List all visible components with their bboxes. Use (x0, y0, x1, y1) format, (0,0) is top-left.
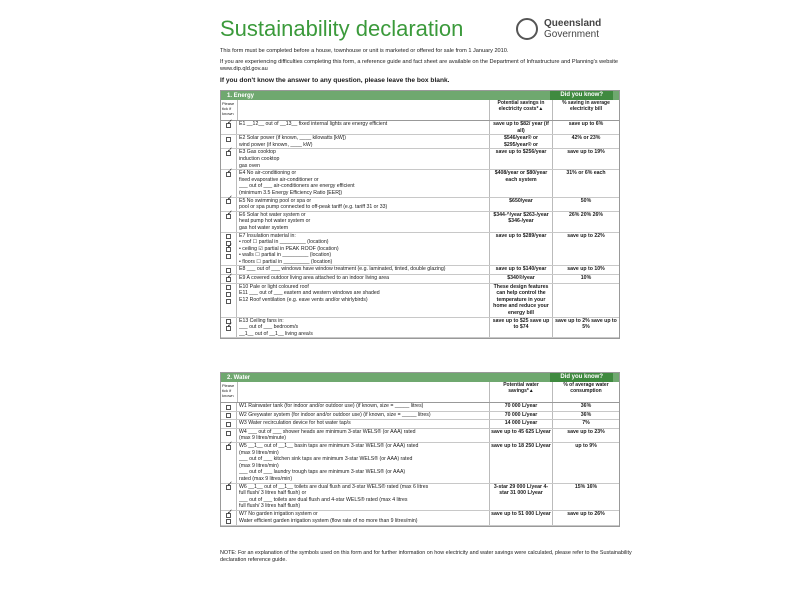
savings-value: save up to 51 000 L/year (490, 511, 553, 525)
footnote: NOTE: For an explanation of the symbols used on this form and for further information on how electricity and water savings were calculated, please refer to the Sustainability declaration reference guide. (220, 550, 632, 563)
water-section-header (221, 373, 619, 382)
tick-cell (221, 233, 237, 266)
savings-value: save up to $289/year (490, 233, 553, 266)
energy-row (221, 149, 619, 170)
item-line: E3 Gas cooktop (239, 149, 276, 156)
item-line: • walls ☐ partial in _________ (location) (239, 252, 332, 259)
savings-column-header: Potential savings in electricity costs*▲ (490, 100, 553, 120)
item-line: wind power (if known, ____ kW) (239, 141, 313, 148)
tick-checkbox[interactable] (226, 234, 231, 239)
item-line: • roof ☐ partial in _________ (location) (239, 239, 329, 246)
tick-checkbox[interactable] (226, 123, 231, 128)
percent-value: save up to 23% (567, 428, 605, 435)
item-description (237, 412, 490, 420)
intro-instruction: If you don't know the answer to any question, please leave the box blank. (220, 76, 450, 84)
item-line: induction cooktop (239, 155, 280, 162)
water-row (221, 443, 619, 484)
intro-paragraph-1: This form must be completed before a house, townhouse or unit is marketed or offered for sale from 1 January 2010. (220, 48, 509, 54)
water-row (221, 429, 619, 443)
item-description (237, 511, 490, 525)
tick-cell (221, 420, 237, 428)
savings-value: $650/year (490, 198, 553, 211)
item-line: ___ out of ___ toilets are dual flush and 4-star WELS® rated (max 4 litres (239, 496, 408, 503)
energy-row (221, 170, 619, 197)
savings-value: $546/year® or $295/year® or (490, 135, 553, 148)
savings-value: 3-star 29 000 L/year 4-star 31 000 L/year (490, 484, 553, 510)
item-line: E8 ___ out of ___ windows have window treatment (e.g. laminated, tinted, double glazing) (239, 266, 446, 273)
item-line: ___ out of ___ bedroom/s (239, 324, 299, 331)
energy-row (221, 121, 619, 135)
item-line: ___ out of ___ kitchen sink taps are minimum 3-star WELS® (or AAA) rated (239, 456, 413, 463)
tick-cell (221, 484, 237, 510)
water-row (221, 420, 619, 429)
item-line: • ceiling ☑ partial in PEAK ROOF (location) (239, 245, 339, 252)
savings-column-header: Potential water savings*▲ (490, 382, 553, 402)
item-description (237, 170, 490, 196)
queensland-government-logo (516, 18, 616, 42)
tick-checkbox[interactable] (226, 292, 231, 297)
percent-value: 26% 20% 26% (568, 211, 604, 218)
tick-checkbox[interactable] (226, 247, 231, 252)
did-you-know-label: Did you know? (550, 373, 613, 382)
savings-value: $344-^/year $263-/year $346-/year (490, 212, 553, 232)
tick-checkbox[interactable] (226, 485, 231, 490)
item-line: pool or spa pump connected to off-peak tariff (e.g. tariff 31 or 33) (239, 204, 388, 211)
tick-checkbox[interactable] (226, 445, 231, 450)
item-description (237, 149, 490, 169)
item-line: ___ out of ___ air-conditioners are energy efficient (239, 183, 355, 190)
savings-value: save up to 45 625 L/year (490, 429, 553, 442)
tick-cell (221, 318, 237, 338)
savings-value: save up to 18 250 L/year (490, 443, 553, 483)
item-description (237, 198, 490, 211)
tick-checkbox[interactable] (226, 519, 231, 524)
item-description (237, 429, 490, 442)
percent-value (553, 284, 619, 317)
item-column-header (238, 382, 490, 402)
item-line: E7 Insulation material in: (239, 232, 296, 239)
item-line: W5 __1__ out of __1__ basin taps are minimum 3-star WELS® (or AAA) rated (239, 442, 419, 449)
tick-checkbox[interactable] (226, 431, 231, 436)
item-description (237, 121, 490, 134)
water-row (221, 412, 619, 421)
energy-row (221, 198, 619, 212)
tick-cell (221, 121, 237, 134)
item-line: full flush/ 3 litres half flush) or (239, 490, 307, 497)
item-line: (minimum 3.5 Energy Efficiency Ratio [EER]) (239, 189, 343, 196)
item-line: E13 Ceiling fans in: (239, 317, 284, 324)
energy-row (221, 275, 619, 284)
logo-line-2: Government (544, 29, 600, 40)
tick-cell (221, 284, 237, 317)
tick-checkbox[interactable] (226, 137, 231, 142)
item-description (237, 266, 490, 274)
item-line: E11 ___ out of ___ eastern and western windows are shaded (239, 290, 380, 297)
energy-section-header (221, 91, 619, 100)
percent-value: 50% (580, 197, 592, 204)
percent-value: save up to 2% save up to 5% (555, 317, 617, 331)
tick-checkbox[interactable] (226, 254, 231, 259)
percent-value: 10% (580, 275, 592, 282)
savings-value: 70 000 L/year (490, 403, 553, 411)
item-line: W1 Rainwater tank (for indoor and/or outdoor use) (if known, size = _____ litres) (239, 403, 424, 409)
percent-value: 36% (580, 411, 592, 418)
item-line: Water efficient garden irrigation system (flow rate of no more than 9 litres/min) (239, 517, 418, 524)
column-headers (221, 382, 619, 403)
tick-column-header: Please tick if known (221, 382, 238, 402)
energy-section (220, 90, 620, 339)
percent-value: save up to 6% (568, 121, 604, 127)
savings-value: 70 000 L/year (490, 412, 553, 420)
item-description (237, 403, 490, 411)
tick-cell (221, 403, 237, 411)
tick-cell (221, 170, 237, 196)
savings-value: $408/year or $80/year each system (490, 170, 553, 196)
tick-cell (221, 443, 237, 483)
item-line: gas hot water system (239, 224, 289, 231)
water-row (221, 403, 619, 412)
energy-row (221, 212, 619, 233)
item-line: W2 Greywater system (for indoor and/or outdoor use) (if known, size = _____ litres) (239, 411, 431, 418)
tick-cell (221, 149, 237, 169)
energy-row (221, 318, 619, 339)
item-line: E6 Solar hot water system or (239, 211, 306, 218)
item-line: W4 ___ out of ___ shower heads are minimum 3-star WELS® (or AAA) rated (239, 428, 416, 435)
energy-heading: 1. Energy (227, 92, 255, 99)
percent-value: 42% or 23% (571, 135, 601, 142)
tick-checkbox[interactable] (226, 151, 231, 156)
item-description (237, 284, 490, 317)
water-section (220, 372, 620, 527)
item-line: full flush/ 3 litres half flush) (239, 503, 301, 510)
item-line: E9 A covered outdoor living area attached to an indoor living area (239, 275, 389, 282)
tick-checkbox[interactable] (226, 285, 231, 290)
item-line: W7 No garden irrigation system or (239, 510, 318, 517)
item-description (237, 420, 490, 428)
item-line: ___ out of ___ laundry trough taps are minimum 3-star WELS® (or AAA) (239, 469, 406, 476)
item-line: gas oven (239, 162, 261, 169)
did-you-know-label: Did you know? (550, 91, 613, 100)
item-line: E12 Roof ventilation (e.g. eave vents and/or whirlybirds) (239, 296, 368, 303)
tick-checkbox[interactable] (226, 199, 231, 204)
percent-value: 7% (582, 420, 590, 427)
item-line: • floors ☐ partial in _________ (location) (239, 258, 333, 265)
item-line: (max 9 litres/minute) (239, 435, 286, 442)
tick-checkbox[interactable] (226, 422, 231, 427)
item-line: E4 No air-conditioning or (239, 170, 297, 177)
tick-checkbox[interactable] (226, 405, 231, 410)
water-row (221, 484, 619, 511)
percent-value: save up to 26% (567, 510, 605, 517)
savings-value: 14 000 L/year (490, 420, 553, 428)
tick-checkbox[interactable] (226, 299, 231, 304)
intro-text (220, 48, 620, 87)
item-line: rated (max 9 litres/min) (239, 475, 293, 482)
tick-cell (221, 275, 237, 283)
tick-column-header: Please tick if known (221, 100, 238, 120)
savings-value: save up to $82/ year (if all) (490, 121, 553, 134)
percent-value: up to 9% (575, 442, 597, 449)
percent-column-header: % saving in average electricity bill (562, 100, 610, 112)
item-description (237, 318, 490, 338)
water-row (221, 511, 619, 526)
item-line: W3 Water recirculation device for hot water tap/s (239, 420, 351, 427)
percent-value: save up to 22% (567, 232, 605, 239)
energy-row (221, 266, 619, 275)
savings-value: save up to $256/year (490, 149, 553, 169)
item-line: E1 __12__ out of __13__ fixed internal lights are energy efficient (239, 121, 388, 127)
column-headers (221, 100, 619, 121)
crest-icon (516, 18, 538, 40)
item-description (237, 275, 490, 283)
item-line: __1__ out of __1__ living area/s (239, 330, 313, 337)
item-line: E10 Pale or light coloured roof (239, 283, 309, 290)
percent-value: save up to 10% (567, 266, 605, 273)
item-line: (max 9 litres/min) (239, 449, 279, 456)
item-line: E5 No swimming pool or spa or (239, 197, 312, 204)
item-line: (max 9 litres/min) (239, 462, 279, 469)
savings-value: $340®/year (490, 275, 553, 283)
percent-value: save up to 19% (567, 149, 605, 156)
item-line: E2 Solar power (if known, ____ kilowatts [kW]) (239, 135, 346, 142)
savings-value: save up to $140/year (490, 266, 553, 274)
savings-value: save up to $25 save up to $74 (490, 318, 553, 338)
item-column-header (238, 100, 490, 120)
tick-checkbox[interactable] (226, 172, 231, 177)
item-line: heat pump hot water system or (239, 218, 311, 225)
item-description (237, 484, 490, 510)
tick-cell (221, 429, 237, 442)
item-description (237, 443, 490, 483)
tick-cell (221, 511, 237, 525)
tick-cell (221, 412, 237, 420)
savings-value: These design features can help control the temperature in your home and reduce your energy bill (490, 284, 553, 317)
tick-checkbox[interactable] (226, 513, 231, 518)
water-heading: 2. Water (227, 374, 251, 381)
percent-value: 36% (580, 403, 592, 409)
percent-value: 15% 16% (574, 483, 598, 490)
item-line: fixed evaporative air-conditioner or (239, 176, 319, 183)
energy-row (221, 284, 619, 318)
intro-paragraph-2: If you are experiencing difficulties completing this form, a reference guide and fact sheet are available on the Department of Infrastructure and Planning's website www.dip.qld.gov.au (220, 58, 619, 72)
item-description (237, 135, 490, 148)
tick-checkbox[interactable] (226, 214, 231, 219)
item-line: W6 __1__ out of __1__ toilets are dual flush and 3-star WELS® rated (max 6 litres (239, 483, 429, 490)
energy-row (221, 135, 619, 149)
tick-cell (221, 212, 237, 232)
tick-checkbox[interactable] (226, 413, 231, 418)
percent-value: 31% or 6% each (566, 170, 606, 177)
tick-checkbox[interactable] (226, 326, 231, 331)
percent-column-header: % of average water consumption (563, 382, 609, 394)
page-title: Sustainability declaration (220, 16, 464, 41)
tick-cell (221, 198, 237, 211)
item-description (237, 233, 490, 266)
logo-line-1: Queensland (544, 18, 602, 29)
tick-checkbox[interactable] (226, 277, 231, 282)
item-description (237, 212, 490, 232)
energy-row (221, 233, 619, 267)
